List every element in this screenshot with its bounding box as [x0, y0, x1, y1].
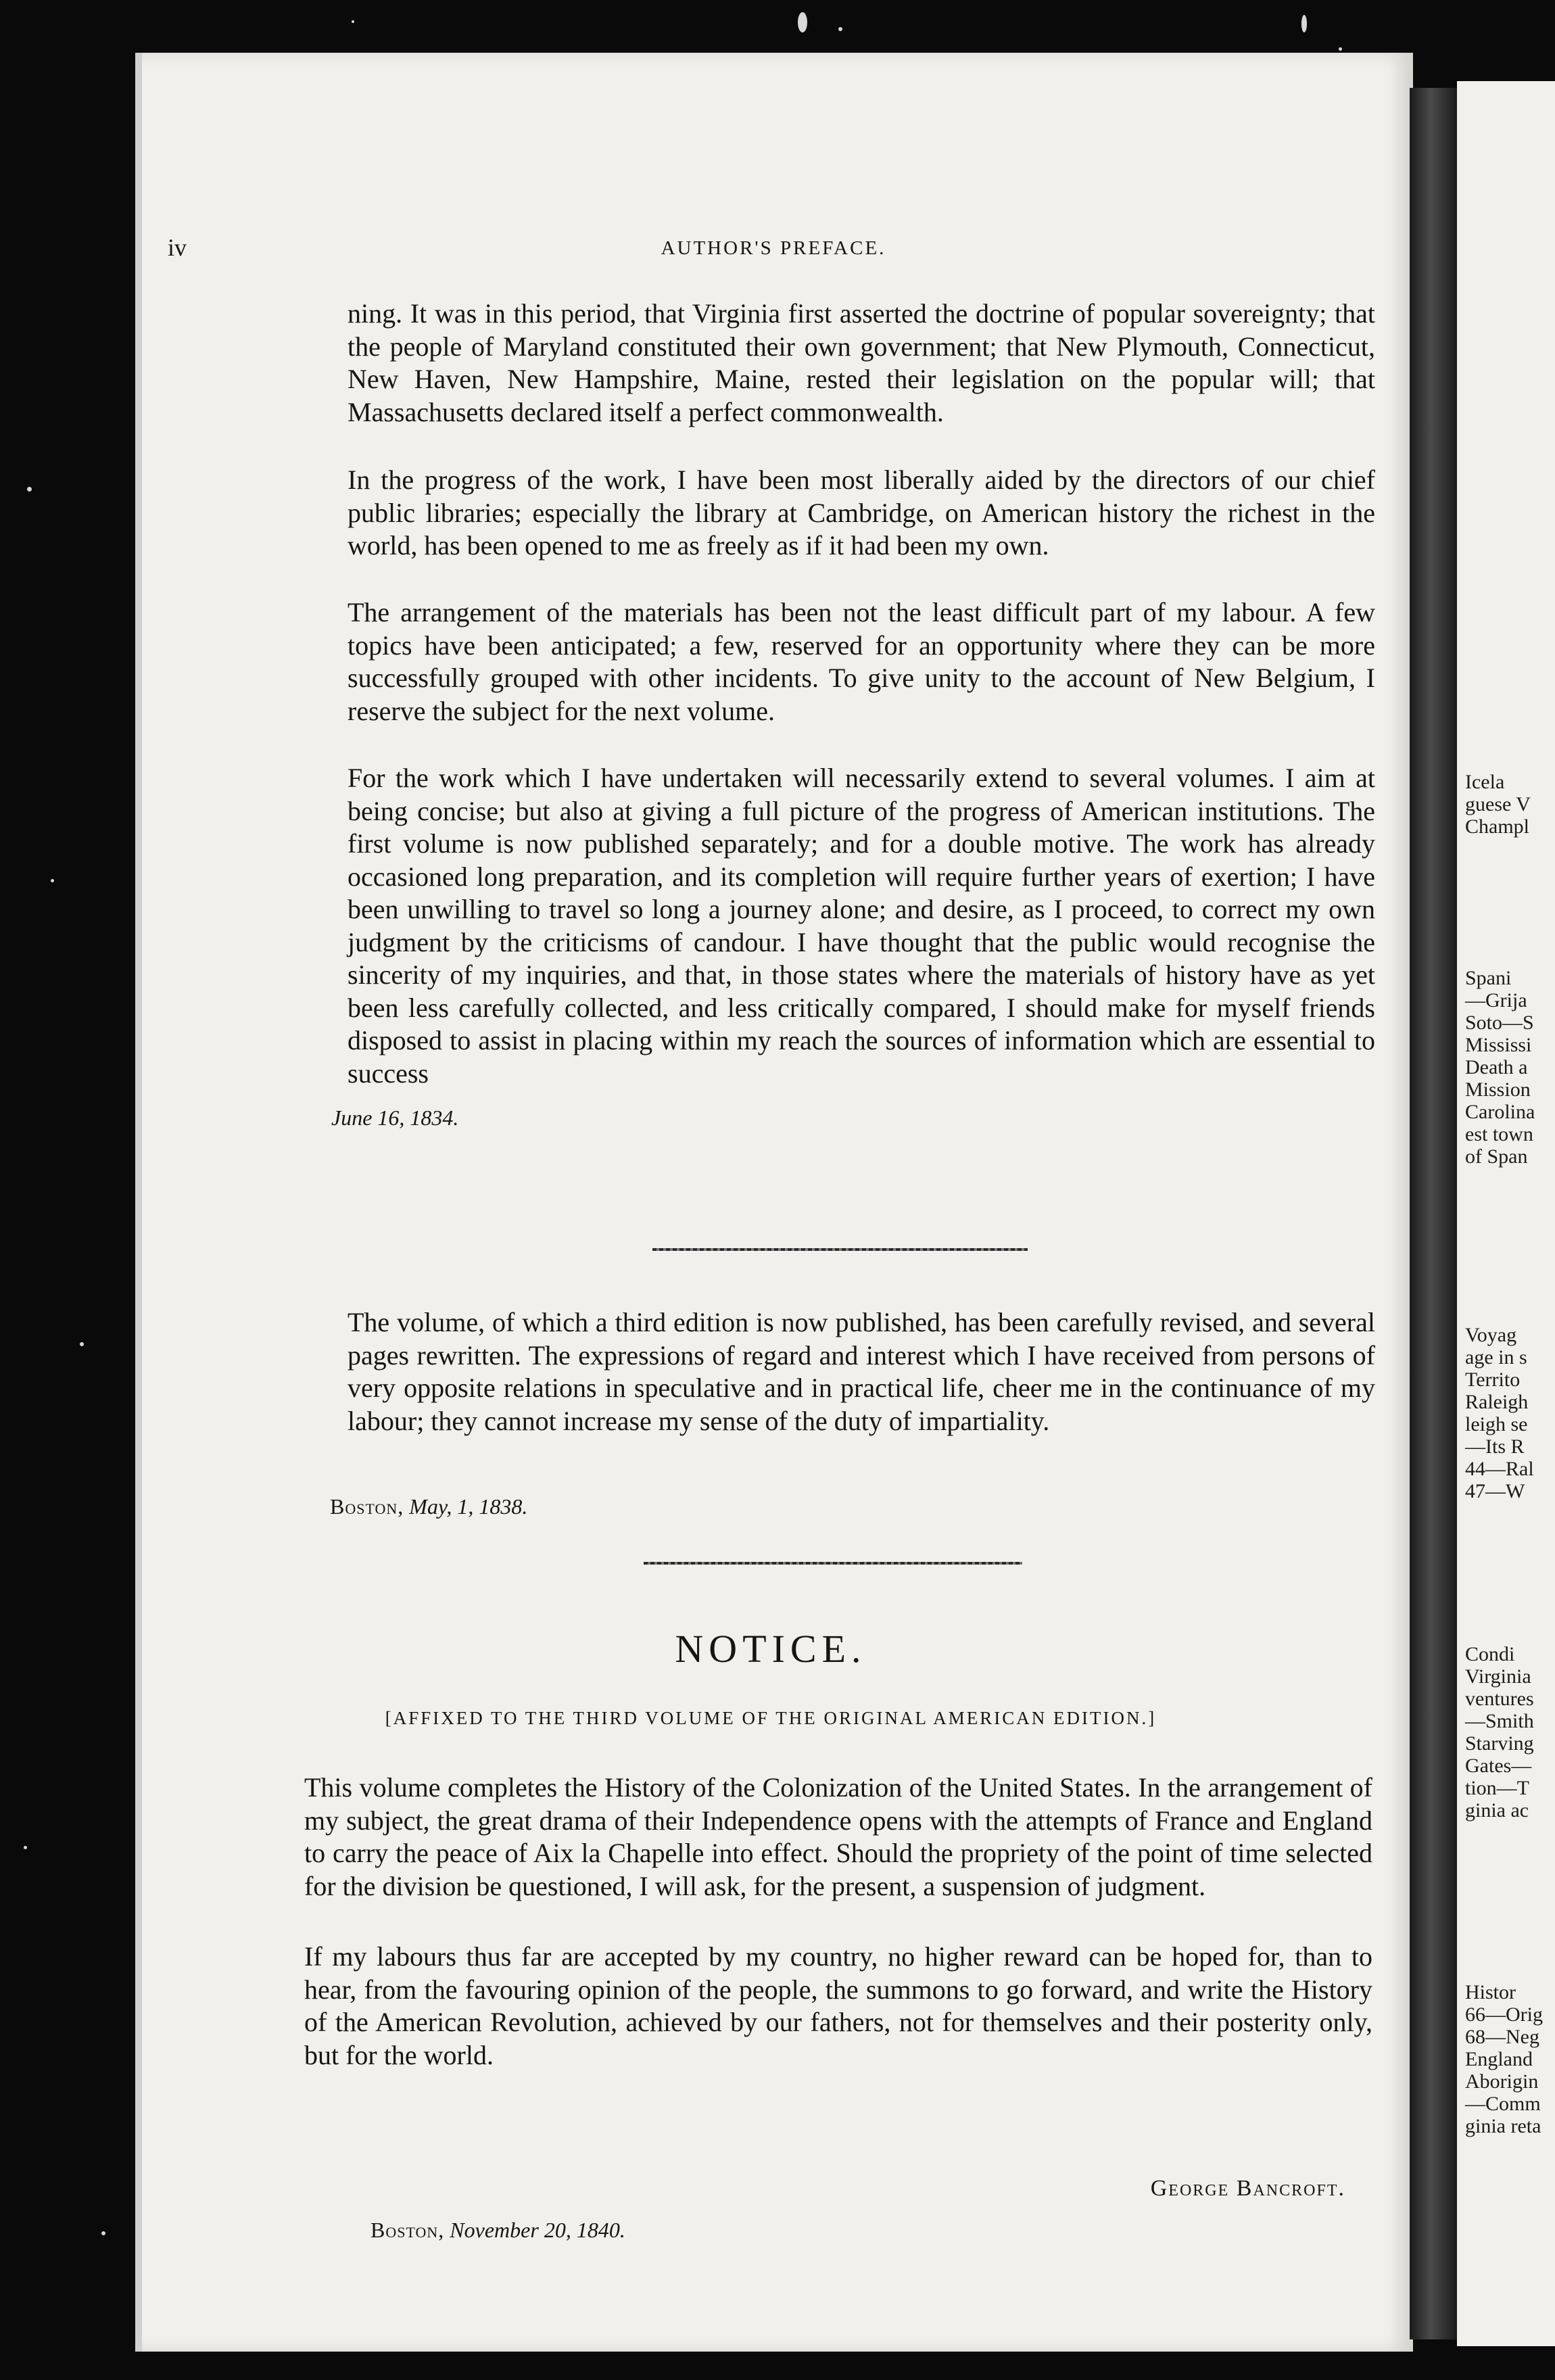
- adjacent-fragment-3: [1465, 1324, 1534, 1502]
- scan-speck: [51, 879, 54, 882]
- notice-title: NOTICE.: [675, 1627, 867, 1671]
- fragment-line: 68—Neg: [1465, 2026, 1539, 2048]
- fragment-line: Raleigh: [1465, 1391, 1529, 1413]
- fragment-line: of Span: [1465, 1145, 1528, 1168]
- fragment-line: Territo: [1465, 1368, 1521, 1391]
- fragment-line: guese V: [1465, 793, 1531, 815]
- preface-date: June 16, 1834.: [331, 1105, 459, 1130]
- notice-subtitle: [AFFIXED TO THE THIRD VOLUME OF THE ORIGINAL AMERICAN EDITION.]: [385, 1708, 1157, 1728]
- fragment-line: Spani: [1465, 967, 1512, 989]
- fragment-line: Voyag: [1465, 1324, 1517, 1346]
- scan-speck: [838, 27, 842, 31]
- fragment-line: 47—W: [1465, 1480, 1525, 1502]
- fragment-line: 66—Orig: [1465, 2003, 1543, 2026]
- fragment-line: Death a: [1465, 1056, 1528, 1078]
- fragment-line: Starving: [1465, 1732, 1534, 1755]
- fragment-line: ginia reta: [1465, 2115, 1541, 2137]
- section-divider: [644, 1562, 1022, 1565]
- preface-paragraph: The arrangement of the materials has been not the least difficult part of my labour. A few topics have been anticipated; a few, reserved for an opportunity where they can be more successfully grouped with other incidents. To give unity to the account of New Belgium, I reserve the subject for the next volume.: [348, 597, 1375, 726]
- fragment-line: leigh se: [1465, 1413, 1528, 1435]
- running-head: AUTHOR'S PREFACE.: [661, 237, 886, 259]
- fragment-line: Mississi: [1465, 1034, 1532, 1056]
- page-number: iv: [168, 234, 187, 261]
- adjacent-fragment-1: [1465, 771, 1531, 838]
- scan-speck: [1301, 15, 1307, 32]
- notice-signature: [370, 2218, 625, 2243]
- page-header: [168, 233, 1379, 267]
- fragment-line: Carolina: [1465, 1101, 1535, 1123]
- fragment-line: Histor: [1465, 1981, 1516, 2003]
- fragment-line: Soto—S: [1465, 1012, 1534, 1034]
- fragment-line: Mission: [1465, 1078, 1531, 1101]
- third-edition-place: Boston,: [330, 1494, 404, 1519]
- fragment-line: ventures: [1465, 1688, 1534, 1710]
- notice-paragraph: This volume completes the History of the Colonization of the United States. In the arrangement of my subject, the great drama of their Independence opens with the attempts of France and England to carry the peace of Aix la Chapelle into effect. Should the propriety of the point of time selected for the division be questioned, I will ask, for the present, a suspension of judgment.: [304, 1772, 1372, 1901]
- scan-speck: [101, 2231, 105, 2235]
- fragment-line: —Grija: [1465, 989, 1527, 1012]
- third-edition-date: May, 1, 1838.: [409, 1494, 528, 1519]
- fragment-line: 44—Ral: [1465, 1458, 1534, 1480]
- preface-paragraph: In the progress of the work, I have been most liberally aided by the directors of our chief public libraries; especially the library at Cambridge, on American history the richest in the world, has been opened to me as freely as if it had been my own.: [348, 465, 1375, 561]
- scan-speck: [798, 12, 807, 32]
- section-divider: [652, 1248, 1028, 1251]
- adjacent-fragment-2: [1465, 967, 1535, 1168]
- preface-paragraph: For the work which I have undertaken will necessarily extend to several volumes. I aim at being concise; but also at giving a full picture of the progress of American institutions. The first volume is now published separately; and for a double motive. The work has already occasioned long preparation, and its completion will require further years of exertion; I have been unwilling to travel so long a journey alone; and desire, as I proceed, to correct my own judgment by the criticisms of candour. I have thought that the public would recognise the sincerity of my inquiries, and that, in those states where the materials of history have as yet been less carefully collected, and less critically compared, I should make for myself friends disposed to assist in placing within my reach the sources of information which are essential to success: [348, 763, 1375, 1089]
- fragment-line: age in s: [1465, 1346, 1527, 1368]
- book-gutter: [1410, 88, 1457, 2339]
- fragment-line: Aborigin: [1465, 2070, 1539, 2093]
- fragment-line: Icela: [1465, 771, 1505, 793]
- fragment-line: tion—T: [1465, 1777, 1529, 1799]
- notice-paragraph: If my labours thus far are accepted by my country, no higher reward can be hoped for, than to hear, from the favouring opinion of the people, the summons to go forward, and write the History of the American Revolution, achieved by our fathers, not for themselves and their posterity only, but for the world.: [304, 1941, 1372, 2070]
- fragment-line: —Its R: [1465, 1435, 1525, 1458]
- notice-place: Boston,: [370, 2218, 445, 2242]
- adjacent-fragment-4: [1465, 1643, 1534, 1822]
- third-edition-paragraph: The volume, of which a third edition is now published, has been carefully revised, and several pages rewritten. The expressions of regard and interest which I have received from persons of very opposite relations in speculative and in practical life, cheer me in the continuance of my labour; they cannot increase my sense of the duty of impartiality.: [348, 1307, 1375, 1436]
- notice-date: November 20, 1840.: [450, 2218, 625, 2242]
- fragment-line: est town: [1465, 1123, 1533, 1145]
- fragment-line: Gates—: [1465, 1755, 1532, 1777]
- fragment-line: —Comm: [1465, 2093, 1541, 2115]
- fragment-line: Condi: [1465, 1643, 1515, 1665]
- adjacent-fragment-5: [1465, 1981, 1543, 2137]
- fragment-line: ginia ac: [1465, 1799, 1529, 1822]
- third-edition-signature: [330, 1494, 527, 1519]
- scan-speck: [352, 20, 354, 23]
- scan-speck: [24, 1846, 27, 1849]
- fragment-line: England: [1465, 2048, 1533, 2070]
- fragment-line: Champl: [1465, 815, 1529, 838]
- preface-paragraph: ning. It was in this period, that Virginia first asserted the doctrine of popular sovereignty; that the people of Maryland constituted their own government; that New Plymouth, Connecticut, New Haven, New Hampshire, Maine, rested their legislation on the popular will; that Massachusetts declared itself a perfect commonwealth.: [348, 298, 1375, 427]
- scan-speck: [80, 1342, 84, 1346]
- notice-author: George Bancroft.: [1150, 2176, 1345, 2201]
- adjacent-page: [1457, 81, 1555, 2346]
- scan-speck: [27, 487, 32, 492]
- fragment-line: —Smith: [1465, 1710, 1534, 1732]
- fragment-line: Virginia: [1465, 1665, 1531, 1688]
- scan-speck: [1339, 47, 1342, 51]
